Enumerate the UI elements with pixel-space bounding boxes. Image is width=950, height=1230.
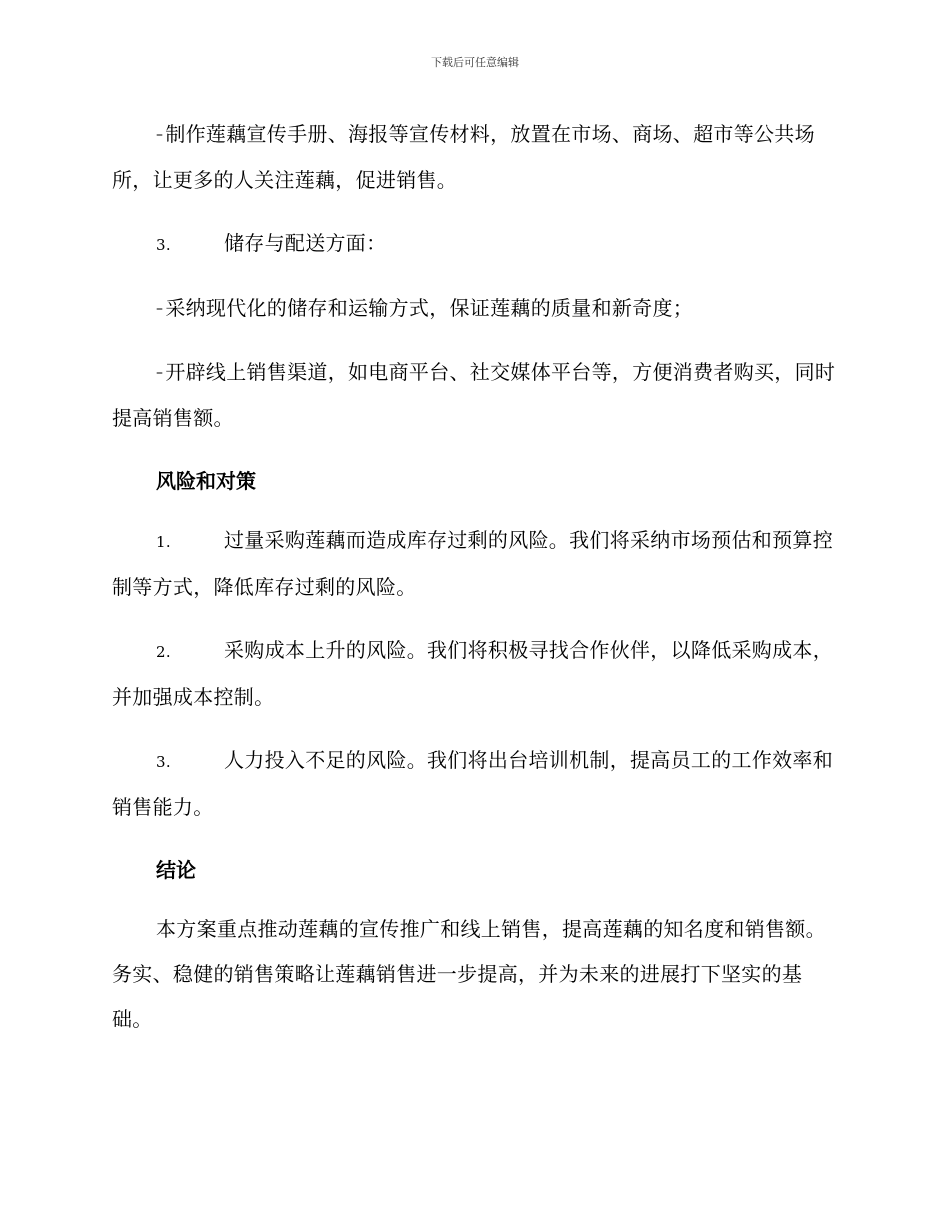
- list-item-text: 人力投入不足的风险。我们将出台培训机制，提高员工的工作效率和销售能力。: [112, 748, 833, 819]
- section-heading-conclusion: 结论: [156, 858, 196, 882]
- dash-marker: –: [156, 127, 164, 143]
- list-item-text: 过量采购莲藕而造成库存过剩的风险。我们将采纳市场预估和预算控制等方式，降低库存过剩的风险。: [112, 528, 833, 599]
- list-item-risk-1: [112, 518, 837, 610]
- paragraph-conclusion: 本方案重点推动莲藕的宣传推广和线上销售，提高莲藕的知名度和销售额。务实、稳健的销售策略让莲藕销售进一步提高，并为未来的进展打下坚实的基础。: [112, 917, 826, 1031]
- header-note: 下载后可任意编辑: [431, 56, 519, 69]
- paragraph-promo-materials: [112, 112, 837, 203]
- dash-marker: –: [156, 365, 164, 381]
- list-item-risk-2: [112, 628, 837, 720]
- list-number: 1.: [156, 533, 171, 551]
- paragraph-text: 采纳现代化的储存和运输方式，保证莲藕的质量和新奇度；: [165, 296, 694, 320]
- list-item-text: 采购成本上升的风险。我们将积极寻找合作伙伴，以降低采购成本，并加强成本控制。: [112, 638, 833, 709]
- paragraph-online-sales: [112, 350, 837, 441]
- list-number: 2.: [156, 643, 171, 661]
- document-body: [112, 112, 837, 1060]
- paragraph-storage-transport: [112, 286, 837, 332]
- list-item-risk-3: [112, 738, 837, 830]
- list-number: 3.: [156, 236, 171, 254]
- list-number: 3.: [156, 753, 171, 771]
- paragraph-text: 开辟线上销售渠道，如电商平台、社交媒体平台等，方便消费者购买，同时提高销售额。: [112, 360, 836, 430]
- dash-marker: –: [156, 301, 164, 317]
- section-heading-risk: 风险和对策: [156, 469, 256, 493]
- paragraph-text: 制作莲藕宣传手册、海报等宣传材料，放置在市场、商场、超市等公共场所，让更多的人关注莲藕，促进销售。: [112, 122, 815, 192]
- list-item-text: 储存与配送方面：: [224, 231, 387, 255]
- list-item-storage: [112, 221, 837, 268]
